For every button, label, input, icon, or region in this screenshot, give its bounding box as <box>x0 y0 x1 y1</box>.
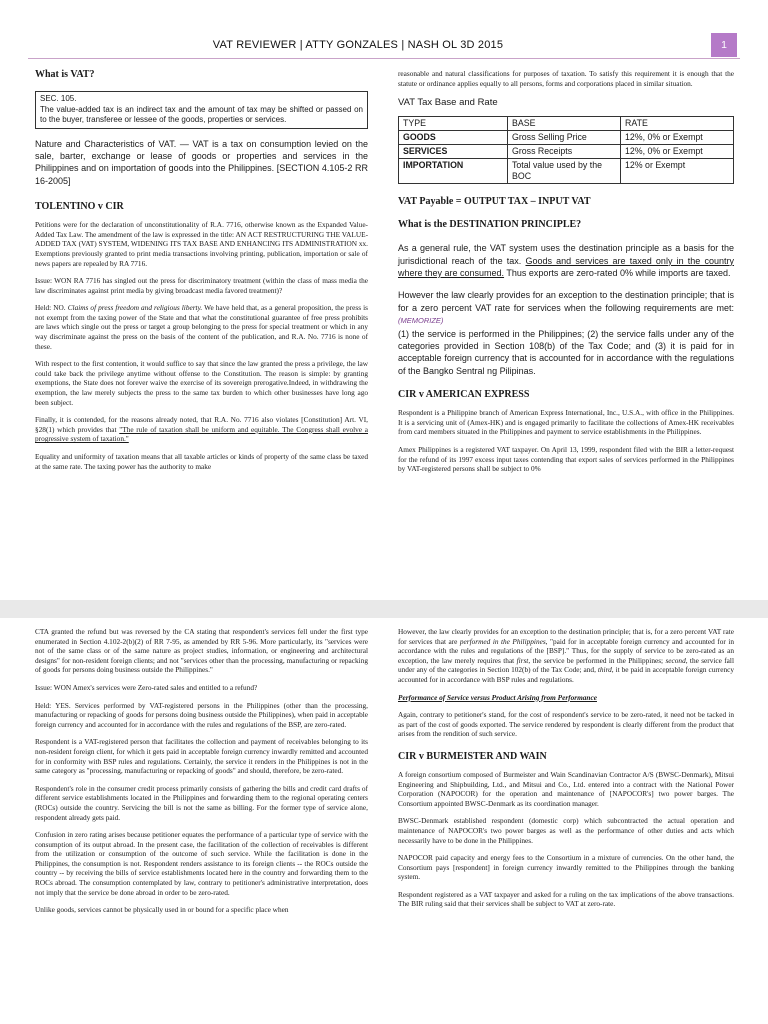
amex-refund: Amex Philippines is a registered VAT taxpayer. On April 13, 1999, respondent filed with the BIR a letter-request for the refund of its 1997 excess input taxes contending that export sales of services performed in the Philippines by VAT-registered persons shall be subject to 0% <box>398 445 734 474</box>
dest-underlined: Goods and services are taxed only in the country where they are consumed. <box>398 255 735 278</box>
tolentino-held <box>35 303 368 351</box>
nature-paragraph: Nature and Characteristics of VAT. — VAT is a tax on consumption levied on the sale, barter, exchange or lease of goods or properties and services in the Philippines and on importation of goods into the Philippines. [SECTION 4.105-2 RR 16-2005] <box>35 138 368 186</box>
table-cell: Gross Selling Price <box>508 131 621 145</box>
sec-105-box <box>35 91 368 129</box>
exc-e: , it be paid in acceptable foreign currency accounted for in accordance with BSP rules and regulations. <box>398 665 734 684</box>
vat-rate-table <box>398 116 734 184</box>
finally-text: Finally, it is contended, for the reasons already noted, that R.A. No. 7716 also violates [Constitution] Art. VI, §28(1) which provides that <box>35 415 368 434</box>
held-prefix: Held: NO. <box>35 303 68 313</box>
tolentino-issue: Issue: WON RA 7716 has singled out the press for discriminatory treatment (within the class of mass media the law discriminates against print media by giving broadcast media favored treatment)? <box>35 276 368 295</box>
heading-tolentino: TOLENTINO v CIR <box>35 201 124 213</box>
amex-held: Held: YES. Services performed by VAT-registered persons in the Philippines (other than the processing, manufacturing or repacking of goods for persons doing business outside the Philippines), when paid in acceptable foreign currency and accounted for in accordance with the rules and regulations of the BSP, are zero-rated. <box>35 700 368 729</box>
table-cell: Total value used by the BOC <box>508 159 621 184</box>
exc-i4: third <box>597 665 612 675</box>
header-title: VAT REVIEWER | ATTY GONZALES | NASH OL 3D 2015 <box>212 39 504 51</box>
left-column-page2 <box>35 627 368 915</box>
table-cell: 12%, 0% or Exempt <box>621 131 734 145</box>
table-header-row <box>399 117 734 131</box>
table-cell: 12%, 0% or Exempt <box>621 145 734 159</box>
table-cell: GOODS <box>399 131 508 145</box>
exc-a: However, the law clearly provides for an exception to the destination principle; that is, for a zero percent VAT rate for services that are <box>398 627 734 646</box>
held-italic: Claims of press freedom and religious liberty. <box>67 303 203 313</box>
amex-respondent: Respondent is a VAT-registered person that facilitates the collection and payment of receivables belonging to its non-resident foreign client, for which it gets paid in acceptable foreign currency inwardly remitted and accounted for in conformity with BSP rules and regulations. Certainly, the service it renders in the Philippines is not in the same category as "processing, manufacturing or repacking of goods" and should, therefore, be zero-rated. <box>35 737 368 776</box>
continuation-paragraph: reasonable and natural classifications for purposes of taxation. To satisfy this requirement it is enough that the statute or ordinance applies equally to all persons, forms and corporations placed in similar situation. <box>398 69 734 88</box>
heading-destination-principle: What is the DESTINATION PRINCIPLE? <box>398 219 582 231</box>
exception-text-a: However the law clearly provides for an exception to the destination principle; that is for a zero percent VAT rate for services when the following requirements are met: <box>398 290 734 313</box>
sec-105-ref: SEC. 105. <box>40 94 77 103</box>
table-row <box>399 131 734 145</box>
table-cell: Gross Receipts <box>508 145 621 159</box>
table-cell: SERVICES <box>399 145 508 159</box>
burmeister-consortium: A foreign consortium composed of Burmeister and Wain Scandinavian Contractor A/S (BWSC-Denmark), Mitsui Engineering and Shipbuilding, Ltd., and Mitsui and Co., Ltd. entered into a contract with the National Power Corporation (NAPOCOR) for the operation and maintenance of [NAPOCOR's] two power barges. The Consortium appointed BWSC-Denmark as its coordination manager. <box>398 769 734 808</box>
memorize-note: (MEMORIZE) <box>398 316 444 326</box>
exc-c: , the service be performed in the Philippines; <box>528 655 666 665</box>
burmeister-bwsc: BWSC-Denmark established respondent (domestic corp) which subcontracted the actual operation and maintenance of NAPOCOR's two power barges as well as the performance of other duties and acts which necessarily have to be done in the Philippines. <box>398 816 734 845</box>
vat-payable-formula: VAT Payable = OUTPUT TAX – INPUT VAT <box>398 196 591 208</box>
dest-text-a: As a general rule, the VAT system uses the destination principle as a basis for the jurisdictional reach of the tax. <box>398 243 734 266</box>
exc-d: , the service fall under any of the categories in Section 102(b) of the Tax Code; and, <box>398 655 734 675</box>
amex-facts: Respondent is a Philippine branch of American Express International, Inc., U.S.A., with office in the Philippines. It is a servicing unit of (Amex-HK) and is engaged primarily to facilitate the collections of Amex-HK receivables from card members situated in the Philippines and payment to service establishments in the Philippines. <box>398 408 734 437</box>
burmeister-registered: Respondent registered as a VAT taxpayer and asked for a ruling on the tax implications of the above transactions. The BIR ruling said that their services shall be subject to VAT at zero-rate. <box>398 889 734 909</box>
held-rest: We have held that, as a general proposition, the press is not exempt from the taxing power of the State and that what the constitutional guarantee of free press prohibits are laws which single out the press or target a group belonging to the press for special treatment or which in any way discriminate against the press on the basis of the content of the publication, and R.A. No. 7716 is none of these. <box>35 303 368 351</box>
burmeister-napocor: NAPOCOR paid capacity and energy fees to the Consortium in a mixture of currencies. On the other hand, the Consortium pays [respondent] in foreign currency inwardly remitted to the Philippines through the banking system. <box>398 853 734 882</box>
page-number-badge: 1 <box>711 33 737 57</box>
heading-burmeister: CIR v BURMEISTER AND WAIN <box>398 750 547 762</box>
exc-i2: first <box>516 655 529 665</box>
heading-performance: Performance of Service versus Product Arising from Performance <box>398 692 597 702</box>
amex-confusion: Confusion in zero rating arises because petitioner equates the performance of a particular type of service with the consumption of its output abroad. In the present case, the facilitation of the collection of receivables is different from the utilization or consumption of the outcome of such service. While the facilitation is done in the Philippines, the consumption is not. Respondent renders assistance to its foreign clients -- the ROCs outside the country -- by receiving the bills of service establishments located here in the country and forwarding them to the ROCs abroad. The consumption contemplated by law, contrary to petitioner's administrative interpretation, does not imply that the service be done abroad in order to be zero-rated. <box>35 830 368 897</box>
table-cell: 12% or Exempt <box>621 159 734 184</box>
right-column-page1 <box>398 69 734 474</box>
amex-issue: Issue: WON Amex's services were Zero-rated sales and entitled to a refund? <box>35 682 258 692</box>
performance-paragraph: Again, contrary to petitioner's stand, for the cost of respondent's service to be zero-rated, it need not be tacked in as part of the cost of goods exported. The service rendered by respondent is clearly different from the product that arises from the rendition of such service. <box>398 710 734 739</box>
table-header-cell: BASE <box>508 117 621 131</box>
table-row <box>399 145 734 159</box>
amex-role: Respondent's role in the consumer credit process primarily consists of gathering the bills and credit card drafts of different service establishments located in the Philippines and forwarding them to the regional operating centers (ROCs) outside the country. Servicing the bill is not the same as billing. For the former type of service alone, respondent already gets paid. <box>35 783 368 822</box>
document-page-2 <box>0 618 768 1024</box>
table-header-cell: RATE <box>621 117 734 131</box>
table-cell: IMPORTATION <box>399 159 508 184</box>
table-row <box>399 159 734 184</box>
destination-paragraph <box>398 242 734 279</box>
heading-tax-base: VAT Tax Base and Rate <box>398 97 498 109</box>
table-header-cell: TYPE <box>399 117 508 131</box>
dest-text-b: Thus exports are zero-rated 0% while imports are taxed. <box>504 268 731 278</box>
exc-i3: second <box>665 655 686 665</box>
page-header <box>28 33 740 59</box>
exc-i1: performed in the Philippines <box>459 636 546 646</box>
exception-requirements: (1) the service is performed in the Philippines; (2) the service falls under any of the categories provided in Section 108(b) of the Tax Code; and (3) it is paid for in acceptable foreign currency that is accounted for in accordance with the regulations of the Bangko Sentral ng Pilipinas. <box>398 328 734 376</box>
finally-quote: "The rule of taxation shall be uniform and equitable. The Congress shall evolve a progressive system of taxation." <box>35 424 368 444</box>
left-column-page1 <box>35 69 368 471</box>
tolentino-respect: With respect to the first contention, it would suffice to say that since the law granted the press a privilege, the law could take back the privilege anytime without offense to the Constitution. The reason is simple: by granting exemptions, the State does not forever waive the exercise of its sovereign prerogative.Indeed, in withdrawing the exemption, the law merely subjects the press to the same tax burden to which other businesses have long ago been subject. <box>35 359 368 407</box>
sec-105-text: The value-added tax is an indirect tax and the amount of tax may be shifted or passed on to the buyer, transferee or lessee of the goods, properties or services. <box>40 104 363 124</box>
heading-amex: CIR v AMERICAN EXPRESS <box>398 389 530 401</box>
exception-paragraph <box>398 289 734 377</box>
right-column-page2 <box>398 627 734 909</box>
amex-unlike: Unlike goods, services cannot be physically used in or bound for a specific place when <box>35 905 289 915</box>
tolentino-equality: Equality and uniformity of taxation means that all taxable articles or kinds of property of the same class be taxed at the same rate. The taxing power has the authority to make <box>35 452 368 471</box>
amex-cta: CTA granted the refund but was reversed by the CA stating that respondent's services fell under the first type enumerated in Section 4.102-2(b)(2) of RR 7-95, as amended by RR 5-96. More particularly, its "services were not of the same class or of the same nature as project studies, information, or engineering and architectural designs" for non-resident foreign clients; and not "services other than the processing, manufacturing or repacking of goods for persons doing business outside the Philippines." <box>35 627 368 675</box>
tolentino-finally <box>35 415 368 444</box>
tolentino-facts: Petitions were for the declaration of unconstitutionality of R.A. 7716, otherwise known as the Expanded Value-Added Tax Law. The amendment of the law is expressed in the title: AN ACT RESTRUCTURING THE VALUE-ADDED TAX (VAT) SYSTEM, WIDENING ITS TAX BASE AND ENHANCING ITS ADMINISTRATION xx. Exemptions previously granted to print media transactions involving printing, publication, importation or sale of news papers are repealed by RA 7716. <box>35 220 368 268</box>
exception-destination <box>398 627 734 685</box>
heading-what-is-vat: What is VAT? <box>35 69 95 80</box>
page-gap <box>0 600 768 618</box>
exc-b: , "paid for in acceptable foreign currency and accounted for in accordance with the rules and regulations of the [BSP]." Thus, for the supply of service to be zero-rated as an exception, the law merely requires that <box>398 636 735 665</box>
